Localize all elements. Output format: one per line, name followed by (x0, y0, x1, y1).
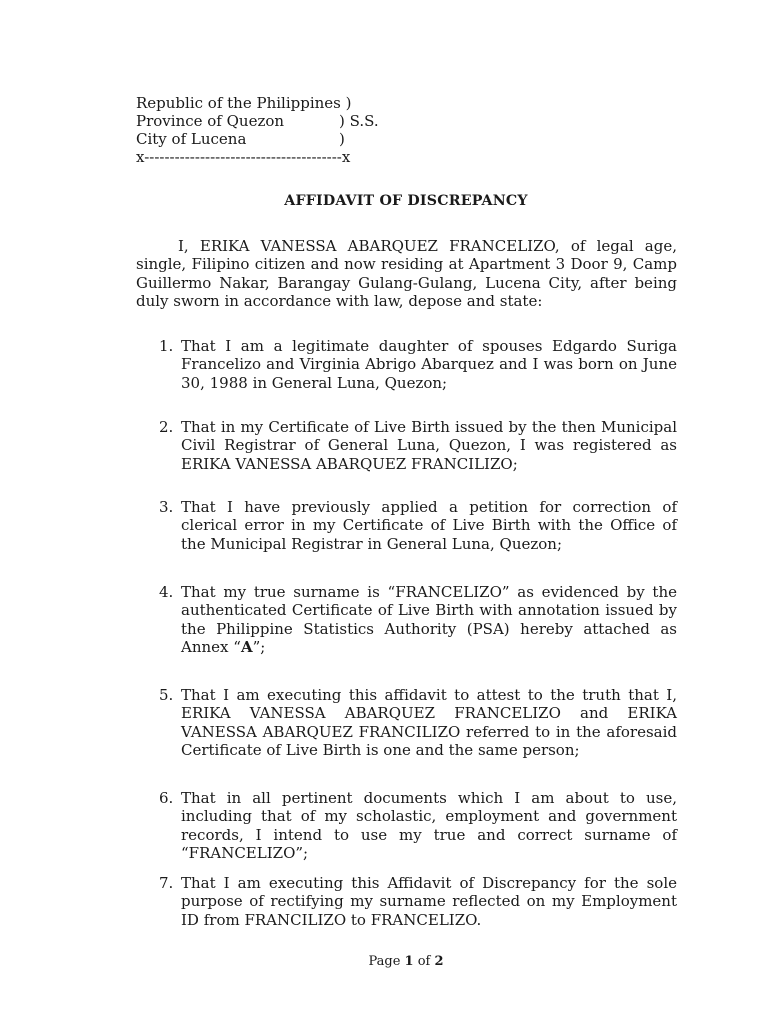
annex-letter: A (240, 638, 253, 657)
statement-number: 1. (159, 337, 174, 355)
statement-number: 3. (159, 498, 174, 516)
statement-text: That in all pertinent documents which I am about to use, including that of my scholastic, employment and government records, I intend to use my true and correct surname of “FRANCELIZO”; (181, 789, 677, 863)
statement-text: That I am executing this Affidavit of Discrepancy for the sole purpose of rectifying my surname reflected on my Employment ID from FRANCILIZO to FRANCELIZO. (181, 874, 677, 929)
statement-item (136, 583, 677, 657)
statement-item (136, 789, 677, 863)
statement-item (136, 686, 677, 760)
page-footer (0, 954, 768, 969)
statement-text-part: That my true surname is “FRANCELIZO” as evidenced by the authenticated Certificate of Live Birth with annotation issued by the Philippine Statistics Authority (PSA) hereby attached as Annex “ (181, 583, 677, 657)
document-title: AFFIDAVIT OF DISCREPANCY (284, 193, 528, 209)
statement-item (136, 337, 677, 392)
statement-item (136, 874, 677, 929)
caption-paren: ) (339, 130, 345, 148)
page-of: of (417, 954, 431, 969)
page-total: 2 (434, 954, 444, 969)
statement-text: That I am a legitimate daughter of spouses Edgardo Suriga Francelizo and Virginia Abrigo Abarquez and I was born on June 30, 1988 in General Luna, Quezon; (181, 337, 677, 392)
statement-text: That I am executing this affidavit to attest to the truth that I, ERIKA VANESSA ABARQUEZ FRANCELIZO and ERIKA VANESSA ABARQUEZ FRANCILIZO referred to in the aforesaid Certificate of Live Birth is one and the same person; (181, 686, 677, 760)
statement-text-part: ”; (252, 638, 266, 657)
statement-number: 6. (159, 789, 174, 807)
statement-text: That in my Certificate of Live Birth issued by the then Municipal Civil Registrar of General Luna, Quezon, I was registered as ERIKA VANESSA ABARQUEZ FRANCILIZO; (181, 418, 677, 473)
statement-text: That I have previously applied a petition for correction of clerical error in my Certificate of Live Birth with the Office of the Municipal Registrar in General Luna, Quezon; (181, 498, 677, 553)
caption-republic: Republic of the Philippines ) (136, 94, 352, 112)
caption-ss: ) S.S. (339, 112, 379, 130)
caption-city: City of Lucena (136, 130, 247, 148)
statement-item (136, 498, 677, 553)
page-label: Page (368, 954, 401, 969)
statement-item (136, 418, 677, 473)
intro-paragraph: I, ERIKA VANESSA ABARQUEZ FRANCELIZO, of legal age, single, Filipino citizen and now residing at Apartment 3 Door 9, Camp Guillermo Nakar, Barangay Gulang-Gulang, Lucena City, after being duly sworn in accordance with law, depose and state: (136, 237, 677, 311)
caption-divider: x---------------------------------------x (136, 148, 351, 166)
statement-number: 4. (159, 583, 174, 601)
caption-province: Province of Quezon (136, 112, 285, 130)
statement-number: 2. (159, 418, 174, 436)
page-current: 1 (404, 954, 414, 969)
statement-text (181, 583, 677, 657)
statement-number: 7. (159, 874, 174, 892)
statement-number: 5. (159, 686, 174, 704)
